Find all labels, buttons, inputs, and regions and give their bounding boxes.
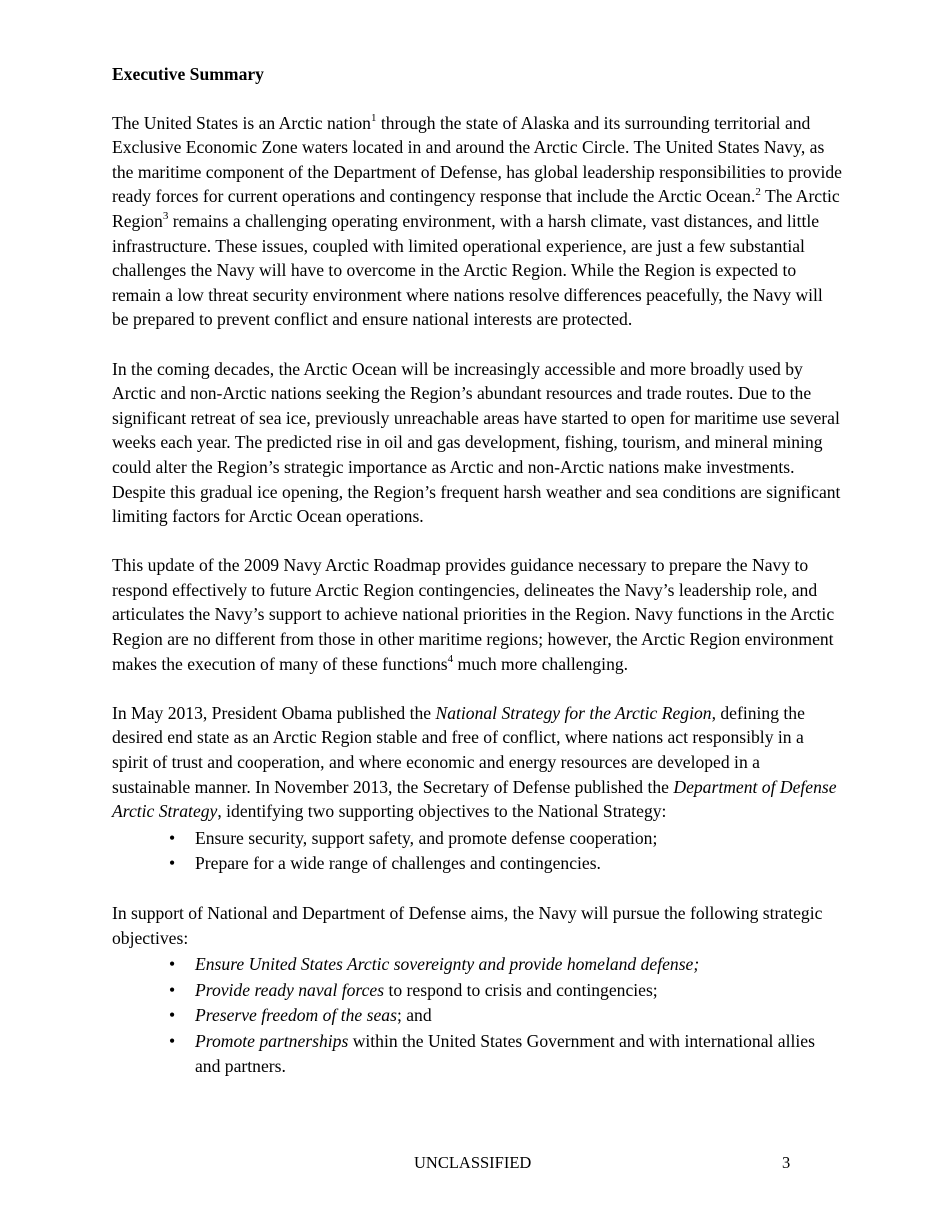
list-item: • Prepare for a wide range of challenges and contingencies. <box>195 851 842 876</box>
list-item: • Preserve freedom of the seas; and <box>195 1003 842 1028</box>
paragraph-arctic-nation <box>112 111 842 332</box>
paragraph-roadmap-update <box>112 553 842 676</box>
italic-title-national-strategy: National Strategy for the Arctic Region, <box>435 702 716 723</box>
footnote-ref-4[interactable]: 4 <box>447 652 454 665</box>
list-item: • Ensure United States Arctic sovereignty and provide homeland defense; <box>195 952 842 977</box>
list-item: • Provide ready naval forces to respond to crisis and contingencies; <box>195 978 842 1003</box>
dod-objectives-list <box>112 826 842 877</box>
paragraph-text: This update of the 2009 Navy Arctic Roadmap provides guidance necessary to prepare the Navy to respond effectively to future Arctic Region contingencies, delineates the Navy’s leadership role, and articulates the Navy’s support to achieve national priorities in the Region. Navy functions in the Arctic Region are no different from those in other maritime regions; however, the Arctic Region environment makes the execution of many of these functions <box>112 555 835 674</box>
bullet-icon: • <box>169 979 176 1000</box>
list-item: • Ensure security, support safety, and promote defense cooperation; <box>195 826 842 851</box>
footnote-ref-3[interactable]: 3 <box>162 210 169 223</box>
navy-objectives-list <box>112 952 842 1079</box>
section-heading: Executive Summary <box>112 64 264 84</box>
footnote-ref-1[interactable]: 1 <box>370 111 377 124</box>
page-number: 3 <box>782 1153 791 1172</box>
list-item: • Promote partnerships within the United States Government and with international allies and partners. <box>169 1030 815 1077</box>
classification-label: UNCLASSIFIED <box>414 1153 532 1172</box>
paragraph-text: In May 2013, President Obama published the <box>112 702 436 723</box>
document-page <box>112 62 842 1104</box>
paragraph-text: through the state of Alaska and its surrounding territorial and Exclusive Economic Zone waters located in and around the Arctic Circle. The United States Navy, as the maritime component of the Department of Defense, has global leadership responsibilities to provide ready forces for current operations and contingency response that include the Arctic Ocean. <box>112 112 842 207</box>
bullet-icon: • <box>169 827 176 848</box>
footnote-ref-2[interactable]: 2 <box>755 185 761 198</box>
italic-title-dod-strategy: Department of Defense Arctic Strategy <box>112 776 837 822</box>
paragraph-text: The Arctic Region <box>112 186 840 231</box>
bullet-icon: • <box>169 1030 176 1051</box>
paragraph-text: The United States is an Arctic nation <box>112 112 371 133</box>
paragraph-text: much more challenging. <box>453 653 629 674</box>
bullet-icon: • <box>169 954 176 975</box>
paragraph-national-strategy <box>112 701 842 824</box>
bullet-icon: • <box>169 1005 176 1026</box>
paragraph-text: defining the desired end state as an Arctic Region stable and free of conflict, where nations act responsibly in a spirit of trust and cooperation, and where economic and energy resources are developed in a sustainable manner. In November 2013, the Secretary of Defense published the <box>112 702 805 797</box>
paragraph-text: remains a challenging operating environment, with a harsh climate, vast distances, and little infrastructure. These issues, coupled with limited operational experience, are just a few substantial challenges the Navy will have to overcome in the Arctic Region. While the Region is expected to remain a low threat security environment where nations resolve differences peacefully, the Navy will be prepared to prevent conflict and ensure national interests are protected. <box>112 210 823 330</box>
paragraph-navy-aims: In support of National and Department of Defense aims, the Navy will pursue the following strategic objectives: <box>112 903 823 948</box>
paragraph-coming-decades: In the coming decades, the Arctic Ocean will be increasingly accessible and more broadly used by Arctic and non-Arctic nations seeking the Region’s abundant resources and trade routes. Due to the significant retreat of sea ice, previously unreachable areas have started to open for maritime use several weeks each year. The predicted rise in oil and gas development, fishing, tourism, and mineral mining could alter the Region’s strategic importance as Arctic and non-Arctic nations make investments. Despite this gradual ice opening, the Region’s frequent harsh weather and sea conditions are significant limiting factors for Arctic Ocean operations. <box>112 358 841 527</box>
paragraph-text: , identifying two supporting objectives to the National Strategy: <box>217 801 667 822</box>
bullet-icon: • <box>169 853 176 874</box>
